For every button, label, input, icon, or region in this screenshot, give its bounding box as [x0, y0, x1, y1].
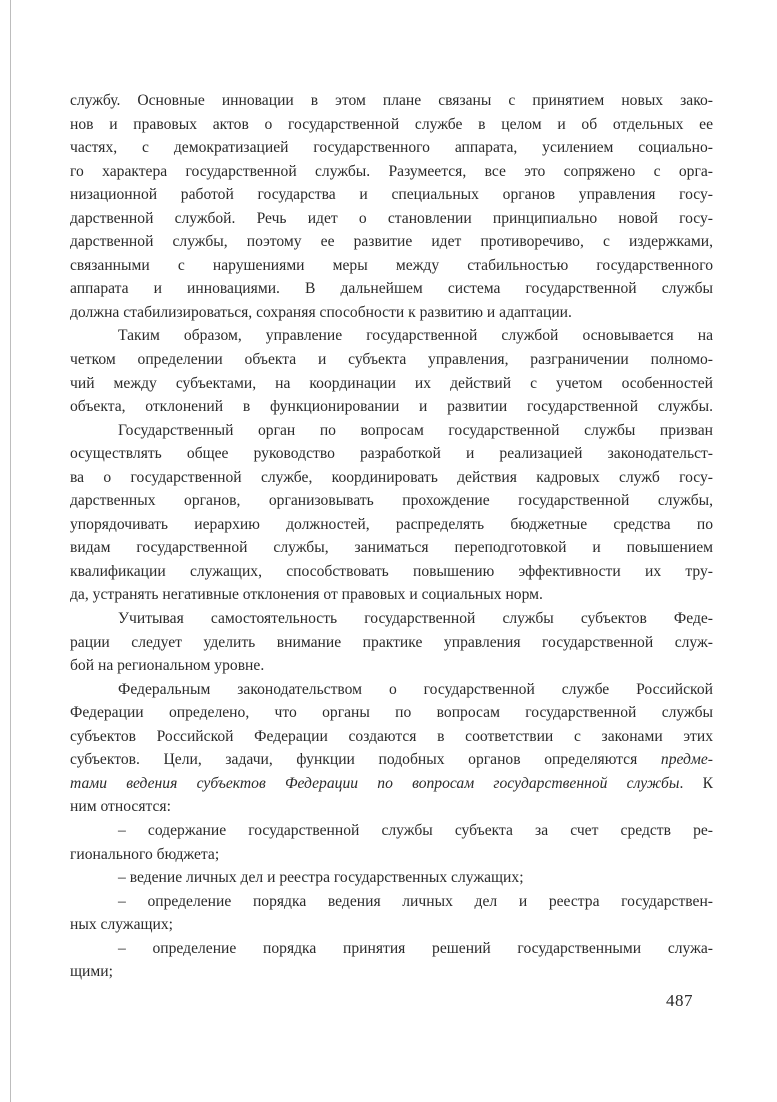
- text-line: квалификации служащих, способствовать повышению эффективности их тру-: [70, 562, 713, 580]
- text-line: рации следует уделить внимание практике управления государственной служ-: [70, 633, 713, 651]
- list-item: – определение порядка принятия решений государственными служа-: [118, 939, 713, 957]
- text-line: осуществлять общее руководство разработкой и реализацией законодательст-: [70, 445, 713, 463]
- text-line: Федерации определено, что органы по вопросам государственной службы: [70, 704, 713, 722]
- text-line: [70, 772, 713, 796]
- text-line: го характера государственной службы. Разумеется, все это сопряжено с орга-: [70, 162, 713, 180]
- text-line: низационной работой государства и специальных органов управления госу-: [70, 186, 713, 204]
- text-line: чий между субъектами, на координации их действий с учетом особенностей: [70, 374, 713, 392]
- text-segment: субъектов. Цели, задачи, функции подобных органов определяются: [70, 751, 638, 769]
- text-line: Таким образом, управление государственной службой основывается на: [118, 327, 713, 345]
- page-number: 487: [666, 991, 693, 1010]
- text-line: аппарата и инновациями. В дальнейшем система государственной службы: [70, 280, 713, 298]
- text-line: дарственной службой. Речь идет о становлении принципиально новой госу-: [70, 209, 713, 227]
- page-edge: [10, 0, 11, 1102]
- text-line: ных служащих;: [70, 916, 173, 934]
- italic-term: тами ведения субъектов Федерации по вопросам государственной службы: [70, 774, 680, 792]
- text-line: Федеральным законодательством о государственной службе Российской: [118, 680, 713, 698]
- list-item: – ведение личных дел и реестра государственных служащих;: [118, 869, 524, 887]
- text-line: дарственных органов, организовывать прохождение государственной службы,: [70, 492, 713, 510]
- text-line: упорядочивать иерархию должностей, распределять бюджетные средства по: [70, 515, 713, 533]
- italic-term: предме-: [660, 751, 713, 769]
- text-line: службу. Основные инновации в этом плане связаны с принятием новых зако-: [70, 92, 713, 109]
- text-line: дарственной службы, поэтому ее развитие идет противоречиво, с издержками,: [70, 233, 713, 251]
- text-line: субъектов Российской Федерации создаются в соответствии с законами этих: [70, 727, 713, 745]
- text-line: Учитывая самостоятельность государственной службы субъектов Феде-: [118, 610, 713, 628]
- text-line: связанными с нарушениями меры между стабильностью государственного: [70, 256, 713, 274]
- text-line: четком определении объекта и субъекта управления, разграничении полномо-: [70, 351, 713, 369]
- list-item: – содержание государственной службы субъекта за счет средств ре-: [118, 821, 713, 839]
- text-line: гионального бюджета;: [70, 845, 220, 863]
- text-segment: . К: [679, 774, 713, 792]
- text-line: бой на региональном уровне.: [70, 657, 265, 675]
- text-line: видам государственной службы, заниматься переподготовкой и повышением: [70, 539, 713, 557]
- text-line: да, устранять негативные отклонения от правовых и социальных норм.: [70, 586, 543, 604]
- text-line: [70, 748, 713, 772]
- text-line: частях, с демократизацией государственного аппарата, усилением социально-: [70, 139, 713, 157]
- text-line: ним относятся:: [70, 798, 171, 816]
- body-text: [70, 89, 713, 984]
- list-item: – определение порядка ведения личных дел и реестра государствен-: [118, 892, 713, 910]
- text-line: щими;: [70, 963, 113, 981]
- text-line: объекта, отклонений в функционировании и развитии государственной службы.: [70, 398, 713, 416]
- text-line: должна стабилизироваться, сохраняя способности к развитию и адаптации.: [70, 303, 572, 321]
- text-line: Государственный орган по вопросам государственной службы призван: [118, 421, 713, 439]
- text-line: нов и правовых актов о государственной службе в целом и об отдельных ее: [70, 115, 713, 133]
- text-line: ва о государственной службе, координировать действия кадровых служб госу-: [70, 468, 713, 486]
